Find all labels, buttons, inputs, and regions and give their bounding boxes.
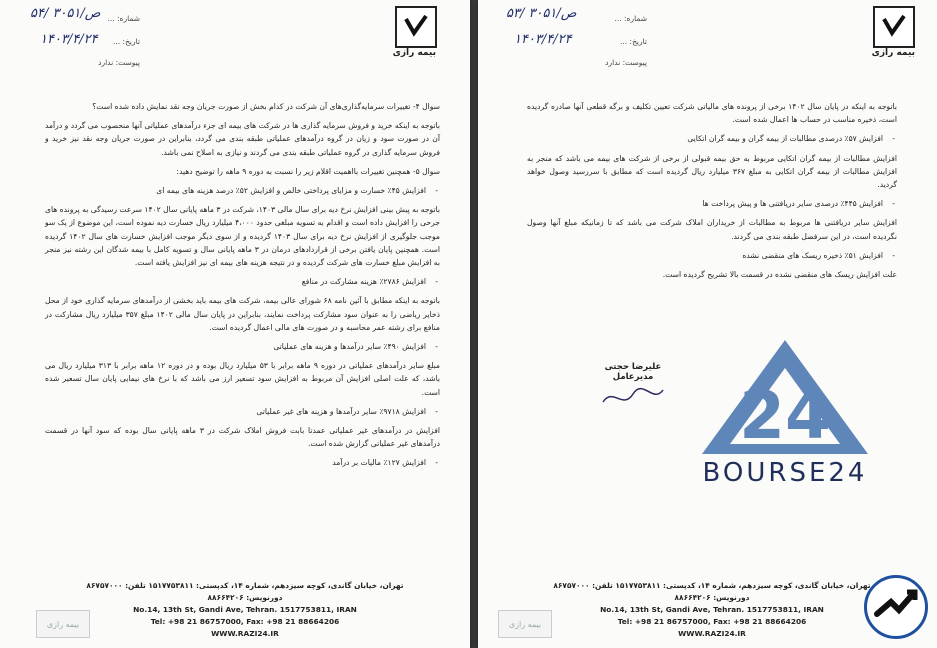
attachment-label: پیوست: ندارد xyxy=(605,58,647,67)
signer-name: علیرضا حجتی xyxy=(604,362,662,372)
paragraph: سوال ۵- همچنین تغییرات بااهمیت اقلام زیر را نسبت به دوره ۹ ماهه را توضیح دهید: xyxy=(176,166,440,176)
letter-footer xyxy=(80,580,410,640)
item-text: علت افزایش ریسک های منقضی نشده در قسمت بالا تشریح گردیده است. xyxy=(662,270,897,280)
razi-logo-icon xyxy=(395,6,437,48)
item-title: - افزایش ۵۷٪ درصدی مطالبات از بیمه گران و بیمه گران اتکایی xyxy=(527,132,897,145)
signature-block xyxy=(598,362,668,415)
stamp: بیمه رازی xyxy=(36,610,90,638)
footer-website[interactable]: WWW.RAZI24.IR xyxy=(211,629,279,638)
item-title: - افزایش ۹۷۱۸٪ سایر درآمدها و هزینه های غیر عملیاتی xyxy=(45,405,440,418)
handwritten-date: ۱۴۰۳/۴/۲۴ xyxy=(40,32,98,47)
svg-text:24: 24 xyxy=(739,377,831,454)
bourse24-watermark xyxy=(700,338,870,498)
item-text: افزایش سایر دریافتنی ها مربوط به مطالبات از خریداران املاک شرکت می باشد که تا زمانیکه مبلغ آنها وصول نگردیده است، در این سرفصل طبقه بندی می گردند. xyxy=(527,218,897,241)
signature-scribble-icon xyxy=(598,382,668,412)
paragraph: باتوجه به اینکه خرید و فروش سرمایه گذاری ها در شرکت های بیمه ای جزء درآمدهای عملیاتی آنها منحصوب می گردد و درآمد آن در صورت سود و زیان در گروه درآمدهای عملیاتی طبقه بندی می گردد، بنابراین در صورت جریان وجه نقد نیز خرید و فروش سرمایه گذاری در گروه عملیاتی طبقه بندی می گردند و نیازی به اصلاح نمی باشد. xyxy=(45,121,440,157)
item-title: - افزایش ۴۴۵٪ درصدی سایر دریافتنی ها و پیش پرداخت ها xyxy=(527,197,897,210)
logo-text: بیمه رازی xyxy=(871,48,915,58)
item-title: - افزایش ۴۵٪ خسارت و مزایای پرداختی خالص و افزایش ۵۲٪ درصد هزینه های بیمه ای xyxy=(45,184,440,197)
item-title: - افزایش ۴۹۰٪ سایر درآمدها و هزینه های عملیاتی xyxy=(45,340,440,353)
footer-phone: Tel: +98 21 86757000, Fax: +98 21 88664206 xyxy=(150,617,340,626)
footer-website[interactable]: WWW.RAZI24.IR xyxy=(678,629,746,638)
letter-footer xyxy=(547,580,877,640)
paragraph: باتوجه به اینکه در پایان سال ۱۴۰۲ برخی از پرونده های مالیاتی شرکت تعیین تکلیف و برگه قطعی آنها صادره گردیده است، ذخیره مناسب در حساب ها اعمال شده است. xyxy=(527,102,897,125)
footer-address-en: No.14, 13th St, Gandi Ave, Tehran. 1517753811, IRAN xyxy=(600,605,824,614)
number-label: شماره: ... xyxy=(614,14,647,23)
corner-logo-icon[interactable] xyxy=(864,575,928,639)
footer-address-fa: تهران، خیابان گاندی، کوچه سیزدهم، شماره ۱۴، کدپستی: ۱۵۱۷۷۵۳۸۱۱ تلفن: ۸۶۷۵۷۰۰۰ دورنویس: ۸۸۶۶۴۲۰۶ xyxy=(86,581,404,602)
letter-body xyxy=(45,100,440,476)
item-text: باتوجه به پیش بینی افزایش نرخ دیه برای سال مالی ۱۴۰۳، شرکت در ۳ ماهه پایانی سال ۱۴۰۲ سرعت رسیدگی به پرونده های جرحی را افزایش داده است و اقدام به تسویه مبلغی حدود ۴،۰۰۰ میلیارد ریال خسارت دیه نموده است، این موضوع از یک سو موجب جلوگیری از افزایش نرخ دیه برای سال ۱۴۰۳ گردیده و از سوی دیگر موجب افزایش خسارت های سال ۱۴۰۲ گردیده است. همچنین پایان یافتن برخی از قراردادهای درمان در ۳ ماهه پایانی سال و تسویه کامل با بیمه شدگان این رشته نیز منجر به افزایش مبلغ خسارت های شرکت گردیده و در نتیجه هزینه های بیمه ای نیز افزایش یافته است. xyxy=(45,205,440,268)
attachment-label: پیوست: ندارد xyxy=(98,58,140,67)
footer-address-en: No.14, 13th St, Gandi Ave, Tehran. 1517753811, IRAN xyxy=(133,605,357,614)
logo-text: بیمه رازی xyxy=(392,48,436,58)
item-title: - افزایش ۱۲۷٪ مالیات بر درآمد xyxy=(45,456,440,469)
date-label: تاریخ: ... xyxy=(620,37,647,46)
handwritten-date: ۱۴۰۳/۴/۲۴ xyxy=(514,32,572,47)
item-text: مبلغ سایر درآمدهای عملیاتی در دوره ۹ ماهه برابر با ۵۳ میلیارد ریال بوده و در دوره ۱۲ ماهه برابر با ۳۱۳ میلیارد ریال می باشد، که علت اصلی افزایش آن مربوط به افزایش سود تسعیر ارز می باشد که با نرخ های نیمایی پایان سال تسعیر شده است. xyxy=(45,361,441,397)
item-text: افزایش مطالبات از بیمه گران اتکایی مربوط به حق بیمه قبولی از برخی از شرکت های بیمه می باشد که منجر به افزایش مطالبات از بیمه گران اتکایی به مبلغ ۳۶۷ میلیارد ریال گردیده است که مطابق با سررسید وصول خواهد گردید. xyxy=(527,153,897,190)
letter-body xyxy=(527,100,897,287)
item-title: - افزایش ۲۷۸۶٪ هزینه مشارکت در منافع xyxy=(45,275,440,288)
bourse24-logo-icon xyxy=(700,338,870,456)
item-text: افزایش در درآمدهای غیر عملیاتی عمدتا بابت فروش املاک شرکت در ۳ ماهه پایانی سال بوده که سود آنها در قسمت درآمدهای غیر عملیاتی گزارش شده است. xyxy=(45,426,440,449)
item-title: - افزایش ۵۱٪ ذخیره ریسک های منقضی نشده xyxy=(527,249,897,262)
paragraph: سوال ۴- تغییرات سرمایه‌گذاری‌های آن شرکت در کدام بخش از صورت جریان وجه نقد نمایش داده شده است؟ xyxy=(92,102,440,111)
number-label: شماره: ... xyxy=(107,14,140,23)
footer-phone: Tel: +98 21 86757000, Fax: +98 21 88664206 xyxy=(617,617,807,626)
item-text: باتوجه به اینکه مطابق با آئین نامه ۶۸ شورای عالی بیمه، شرکت های بیمه باید بخشی از درآمدهای سرمایه گذاری خود از محل ذخایر ریاضی را به عنوان سود مشارکت پرداخت نمایند، بنابراین در پایان سال مالی ۱۴۰۲ مبلغ ۳۵۷ میلیارد ریال مشارکت در منافع برای رشته عمر محاسبه و در صورت های مالی اعمال گردیده است. xyxy=(45,296,441,332)
handwritten-number: ۵۴/ ص/۳۰۵۱ xyxy=(30,6,101,21)
signer-role: مدیرعامل xyxy=(612,372,654,382)
letter-page-1 xyxy=(478,0,937,648)
handwritten-number: ۵۳/ ص/۳۰۵۱ xyxy=(506,6,577,21)
date-label: تاریخ: ... xyxy=(113,37,140,46)
footer-address-fa: تهران، خیابان گاندی، کوچه سیزدهم، شماره ۱۴، کدپستی: ۱۵۱۷۷۵۳۸۱۱ تلفن: ۸۶۷۵۷۰۰۰ دورنویس: ۸۸۶۶۴۲۰۶ xyxy=(553,581,871,602)
bourse24-text: BOURSE24 xyxy=(702,458,868,488)
razi-logo-icon xyxy=(873,6,915,48)
stamp: بیمه رازی xyxy=(498,610,552,638)
